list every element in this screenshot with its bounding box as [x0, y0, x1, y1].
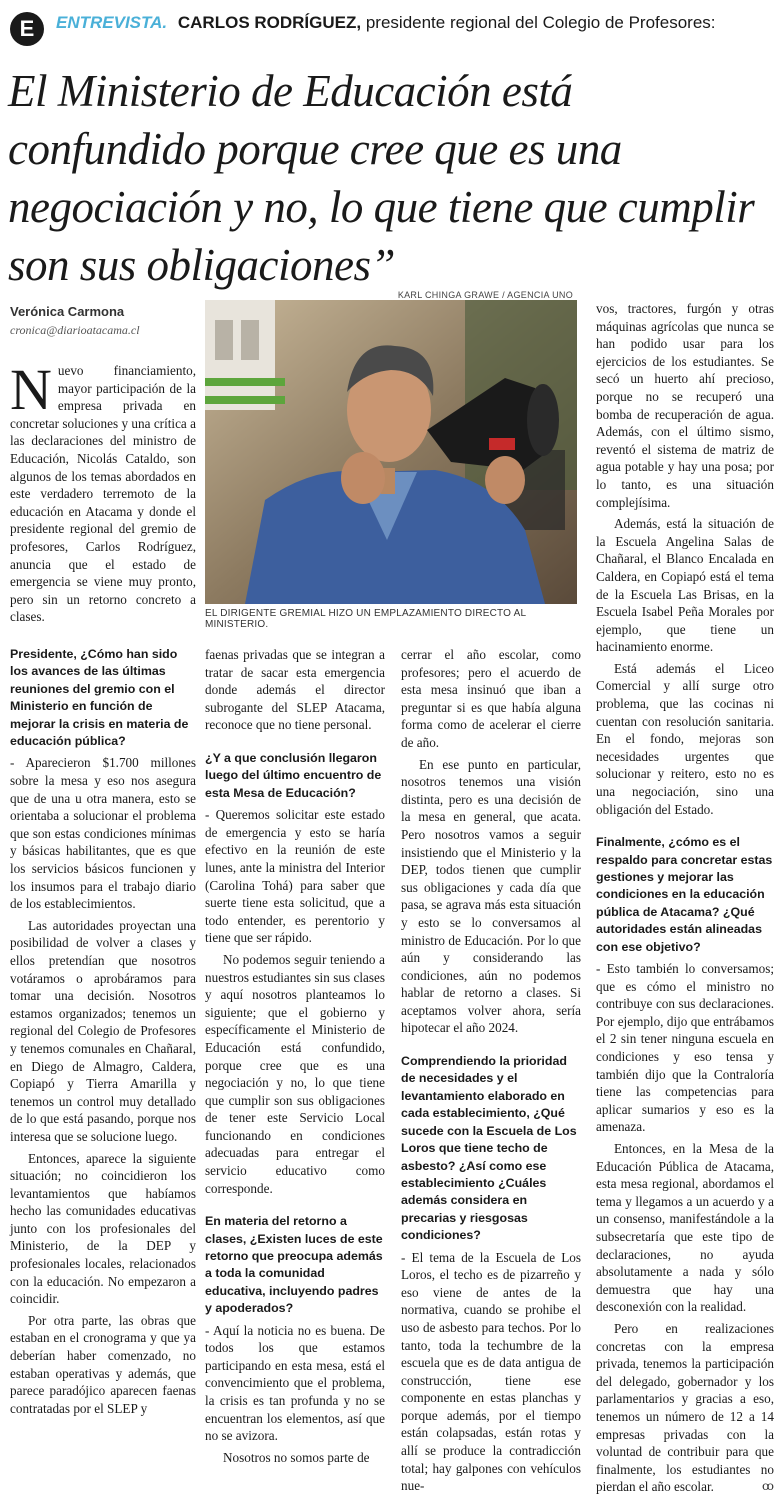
question-3: En materia del retorno a clases, ¿Existen luces de este retorno que preocupa además a toda la comunidad educativa, incluyendo padres y apoderados? [205, 1214, 383, 1316]
answer-paragraph: - El tema de la Escuela de Los Loros, el techo es de pizarreño y eso viene de antes de la normativa, cuando se prohibe el uso de asbesto para techos. Por lo tanto, toda la techumbre de la escuela que es de data antigua de construcción, tiene ese componente en estas planchas y porque además, por el tiempo están colapsadas, están rotas y allí se produce la contradicción total; hay galpones con vehículos nue- [401, 1249, 581, 1494]
article-photo [205, 300, 577, 604]
photo-credit: KARL CHINGA GRAWE / AGENCIA UNO [397, 290, 573, 300]
author-email: cronica@diarioatacama.cl [10, 323, 140, 337]
body-paragraph: Las autoridades proyectan una posibilidad de volver a clases y ellos pretendían que nosotros votáramos o aprobáramos para tomar una decisión. Nosotros estamos organizados; tenemos un regional del Colegio de Profesores y tenemos comunales en Chañaral, en Diego de Almagro, Caldera, Copiapó y Tierra Amarilla y tenemos un control muy detallado de lo que está pasando, porque nos interesa que se solucione luego. [10, 917, 196, 1144]
body-paragraph: No podemos seguir teniendo a nuestros estudiantes sin sus clases y aquí nosotros planteamos lo siguiente; que el gobierno y específicamente el Ministerio de Educación está confundido, porque cree que es una negociación y no, lo que tiene que cumplir son sus obligaciones de tener este Servicio Local funcionando en condiciones adecuadas para entregar el servicio educativo como corresponde. [205, 951, 385, 1196]
body-paragraph: cerrar el año escolar, como profesores; pero el acuerdo de esta mesa insinuó que iban a preguntar si es que había alguna forma como de acelerar el cierre de año. [401, 647, 581, 750]
body-paragraph: En ese punto en particular, nosotros tenemos una visión distinta, pero es una decisión de la mesa en general, que acata. Pero nosotros vamos a seguir insistiendo que el Ministerio y la DEP, todos tienen que cumplir sus obligaciones y cada día que pasa, se agrava más esta situación y esto se lo conversamos al ministro de Educación. Por lo que aún y considerando las condiciones, aún no podemos hablar de retorno a clases. Si aceptamos volver ahora, sería hipotecar el año 2024. [401, 756, 581, 1036]
end-mark-icon: ꝏ [762, 1479, 774, 1494]
interviewee-role: presidente regional del Colegio de Profesores: [365, 13, 716, 32]
author-name: Verónica Carmona [10, 304, 125, 319]
intro-text: uevo financiamiento, mayor participación de la empresa privada en concretar soluciones y una crítica a las declaraciones del ministro de Educación, Nicolás Cataldo, son algunos de los temas abordados en este verdadero terremoto de la educación en Atacama y donde el presidente regional del gremio de profesores, Carlos Rodríguez, anuncia que el estado de emergencia se viene muy pronto, pero sin un retorno concreto a clases. [10, 363, 196, 625]
body-paragraph: faenas privadas que se integran a tratar de sacar esta emergencia donde además el director subrogante del SLEP Atacama, reconoce que no tiene personal. [205, 647, 385, 733]
question-4: Comprendiendo la prioridad de necesidades y el levantamiento elaborado en cada establecimiento, ¿Qué sucede con la Escuela de Los Loros que tiene techo de asbesto? ¿Así como ese establecimiento ¿Cuáles además considera en precarias y riesgosas condiciones? [401, 1054, 577, 1243]
column-1 [10, 646, 196, 1421]
headline: El Ministerio de Educación está confundido porque cree que es una negociación y no, lo que tiene que cumplir son sus obligaciones” [8, 66, 755, 290]
interviewee-name: CARLOS RODRÍGUEZ, [177, 13, 362, 32]
column-4 [596, 300, 774, 1500]
question-2: ¿Y a que conclusión llegaron luego del último encuentro de esta Mesa de Educación? [205, 750, 382, 800]
question-5: Finalmente, ¿cómo es el respaldo para concretar estas gestiones y mejorar las condiciones en la educación pública de Atacama? ¿Qué autoridades están alineadas con ese objetivo? [596, 835, 773, 954]
body-paragraph [596, 1320, 774, 1496]
body-paragraph: vos, tractores, furgón y otras máquinas agrícolas que nunca se han podido usar para los ejercicios de los estudiantes. Se secó un huerto ahí precioso, porque no se recuperó una bomba de recuperación de agua. Además, con el último sismo, reventó el sistema de matriz de agua potable y hay una posa; por lo tanto, es una situación complejísima. [596, 301, 774, 510]
column-2 [205, 646, 385, 1470]
kicker [56, 13, 716, 33]
section-badge: E [10, 12, 44, 46]
byline [10, 304, 200, 338]
column-3 [401, 646, 581, 1499]
body-paragraph: Entonces, aparece la siguiente situación; no coincidieron los levantamientos que habíamos hecho las comunidades educativas junto con los profesionales del Ministerio, de la DEP y profesionales locales, relacionados con la educación. No empezaron a coincidir. [10, 1150, 196, 1307]
body-paragraph: Por otra parte, las obras que estaban en el cronograma y que ya deberían haber comenzado, no estaban operativas y además, que parece paradójico aparecen faenas contratadas por el SLEP y [10, 1312, 196, 1416]
body-paragraph: Entonces, en la Mesa de la Educación Pública de Atacama, esta mesa regional, abordamos el tema y llegamos a un acuerdo y a un consenso, manifestándole a la subsecretaría que este tipo de declaraciones, no ayuda absolutamente a nada y sólo demuestra que hay una desconexión con la realidad. [596, 1141, 774, 1315]
photo-illustration [205, 300, 577, 604]
answer-paragraph: - Aquí la noticia no es buena. De todos los que estamos participando en esta mesa, está el convencimiento que el problema, la crisis es tan profunda y no se encuentran los elementos, así que no se avizora. [205, 1322, 385, 1444]
dropcap-letter: N [10, 357, 52, 422]
body-paragraph: Nosotros no somos parte de [223, 1449, 370, 1465]
answer-paragraph: - Esto también lo conversamos; que es cómo el ministro no contribuye con sus declaraciones. Por ejemplo, dijo que entrábamos el 2 sin tener ninguna escuela en condiciones y eso tensa y también dijo que la Contraloría tiene las competencias para aplicar sumarios y eso es la amenaza. [596, 961, 774, 1135]
article-header [8, 10, 772, 50]
intro-paragraph [10, 357, 196, 626]
answer-paragraph: - Queremos solicitar este estado de emergencia y esto se haría efectivo en la reunión de este lunes, ante la ministra del Interior (Carolina Tohá) para saber que suerte tiene esta solicitud, que a todo entender, es perentorio y tiene que ser rápido. [205, 807, 385, 946]
body-paragraph: Además, está la situación de la Escuela Angelina Salas de Chañaral, el Blanco Encalada en Caldera, en Copiapó está el tema de la Escuela Las Brisas, en la Escuela Isabel Peña Morales por ejemplo, que tiene un hacinamiento enorme. [596, 516, 774, 655]
closing-text: Pero en realizaciones concretas con la empresa privada, tenemos la participación del delegado, gobernador y los parlamentarios y gracias a eso, tenemos un número de 12 a 14 empresas privadas con la voluntad de contribuir para que finalmente, los estudiantes no pierdan el año escolar. [596, 1320, 774, 1495]
photo-caption: EL DIRIGENTE GREMIAL HIZO UN EMPLAZAMIENTO DIRECTO AL MINISTERIO. [205, 608, 526, 630]
answer-paragraph: - Aparecieron $1.700 millones sobre la mesa y eso nos asegura que de una u otra manera, esto se orientaba a solucionar el problema que son estas condiciones mínimas y básicas habilitantes, que es que los servicios básicos funcionen y los insumos para el trabajo diario de los establecimientos. [10, 755, 196, 912]
question-1: Presidente, ¿Cómo han sido los avances de las últimas reuniones del gremio con el Ministerio en función de mejorar la crisis en materia de educación pública? [10, 647, 189, 749]
section-label: ENTREVISTA. [56, 13, 168, 32]
body-paragraph: Está además el Liceo Comercial y allí surge otro problema, que las cocinas ni cuentan con resolución sanitaria. En el fondo, mejoras son necesidades urgentes que solucionar y reitero, esto no es una negociación, sino una obligación del Estado. [596, 660, 774, 817]
